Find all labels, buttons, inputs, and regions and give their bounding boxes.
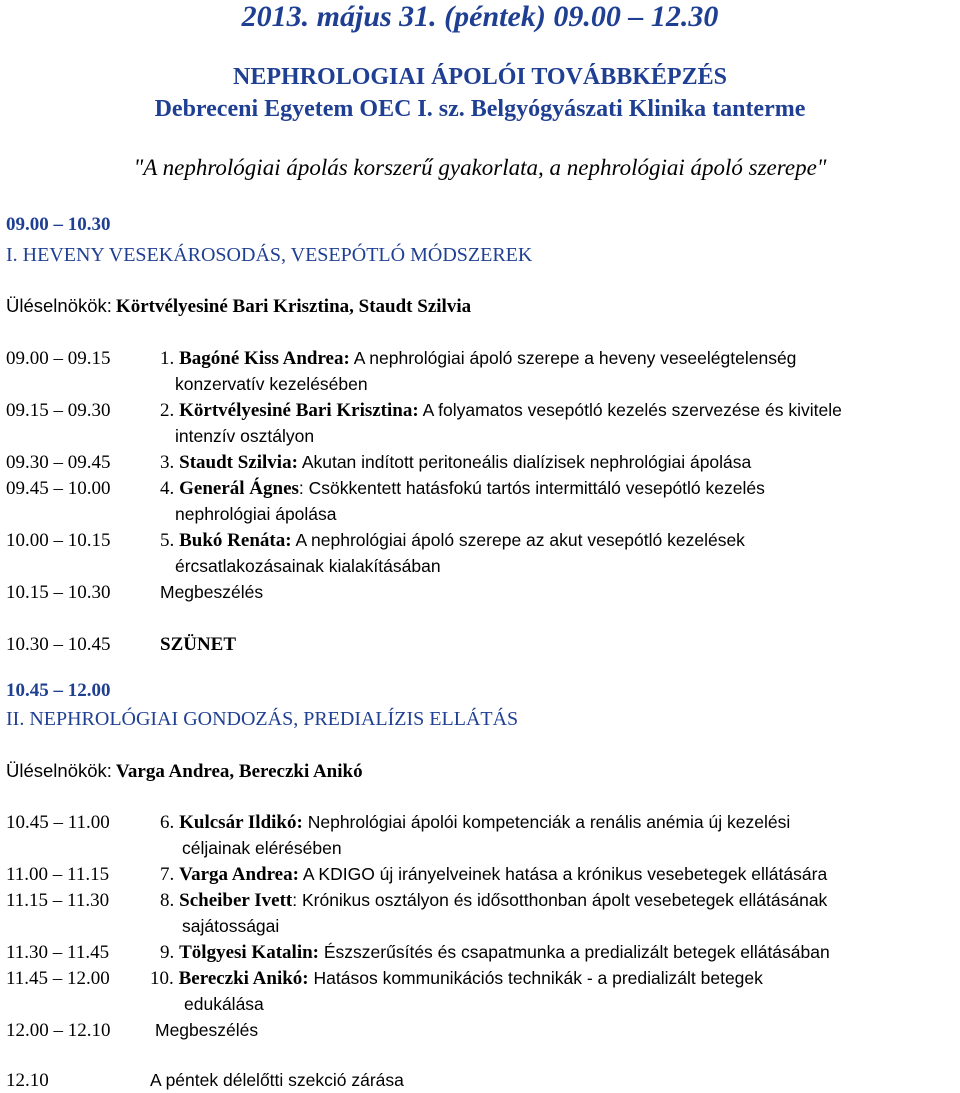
item10-time: 11.45 – 12.00 [6, 968, 110, 989]
speaker-name: Bagóné Kiss Andrea: [179, 348, 350, 369]
discussion2-time: 12.00 – 12.10 [6, 1020, 111, 1041]
chairs-names: Varga Andrea, Bereczki Anikó [115, 761, 363, 782]
speaker-name: Scheiber Ivett [179, 890, 293, 911]
discussion2-label: Megbeszélés [155, 1020, 259, 1040]
discussion1-time: 10.15 – 10.30 [6, 582, 111, 603]
item1 [160, 348, 796, 370]
item4-cont: nephrológiai ápolása [175, 504, 337, 524]
closing-label: A péntek délelőtti szekció zárása [150, 1070, 404, 1090]
item-number: 6. [160, 812, 175, 833]
talk-title: A folyamatos vesepótló kezelés szervezése és kivitele [422, 400, 842, 420]
item8-cont: sajátosságai [182, 916, 280, 936]
break-label: SZÜNET [160, 634, 237, 655]
speaker-name: Bukó Renáta: [179, 530, 292, 551]
talk-title: A nephrológiai ápoló szerepe a heveny veseelégtelenség [353, 348, 797, 368]
item8 [160, 890, 827, 912]
talk-title: Észszerűsítés és csapatmunka a predializált betegek ellátásában [323, 942, 830, 962]
item2-cont: intenzív osztályon [175, 426, 315, 446]
session1-time: 09.00 – 10.30 [6, 214, 111, 235]
closing-time: 12.10 [6, 1070, 49, 1091]
item-number: 2. [160, 400, 175, 421]
item9 [160, 942, 830, 964]
item5-time: 10.00 – 10.15 [6, 530, 111, 551]
chairs-label: Üléselnökök: [6, 760, 112, 781]
item10 [150, 968, 763, 990]
date-heading: 2013. május 31. (péntek) 09.00 – 12.30 [241, 0, 719, 33]
talk-title: A KDIGO új irányelveinek hatása a krónikus vesebetegek ellátására [302, 864, 828, 884]
item1-cont: konzervatív kezelésében [175, 374, 368, 394]
item-number: 9. [160, 942, 175, 963]
talk-title: Nephrológiai ápolói kompetenciák a renális anémia új kezelési [307, 812, 791, 832]
item9-time: 11.30 – 11.45 [6, 942, 110, 963]
talk-title: : Csökkentett hatásfokú tartós intermittáló vesepótló kezelés [298, 478, 765, 498]
item7 [160, 864, 827, 886]
session2-time: 10.45 – 12.00 [6, 680, 111, 701]
talk-title: A nephrológiai ápoló szerepe az akut vesepótló kezelések [295, 530, 745, 550]
talk-title: Akutan indított peritoneális dialízisek nephrológiai ápolása [301, 452, 752, 472]
session1-title: I. HEVENY VESEKÁROSODÁS, VESEPÓTLÓ MÓDSZEREK [6, 244, 533, 266]
speaker-name: Kulcsár Ildikó: [179, 812, 303, 833]
item2-time: 09.15 – 09.30 [6, 400, 111, 421]
session2-title: II. NEPHROLÓGIAI GONDOZÁS, PREDIALÍZIS ELLÁTÁS [6, 708, 519, 730]
speaker-name: Bereczki Anikó: [178, 968, 309, 989]
item3 [160, 452, 751, 474]
speaker-name: Staudt Szilvia: [179, 452, 298, 473]
event-title: NEPHROLOGIAI ÁPOLÓI TOVÁBBKÉPZÉS [233, 64, 727, 90]
item4 [160, 478, 765, 500]
break-time: 10.30 – 10.45 [6, 634, 111, 655]
session1-chairs [6, 295, 471, 318]
item-number: 4. [160, 478, 175, 499]
item5-cont: ércsatlakozásainak kialakításában [175, 556, 441, 576]
speaker-name: Varga Andrea: [179, 864, 299, 885]
item8-time: 11.15 – 11.30 [6, 890, 110, 911]
item6 [160, 812, 790, 834]
event-location: Debreceni Egyetem OEC I. sz. Belgyógyászati Klinika tanterme [154, 96, 806, 122]
event-motto: "A nephrológiai ápolás korszerű gyakorlata, a nephrológiai ápoló szerepe" [133, 155, 827, 180]
item7-time: 11.00 – 11.15 [6, 864, 110, 885]
chairs-label: Üléselnökök: [6, 295, 112, 316]
item-number: 5. [160, 530, 175, 551]
item-number: 1. [160, 348, 175, 369]
speaker-name: Körtvélyesiné Bari Krisztina: [179, 400, 419, 421]
item5 [160, 530, 745, 552]
item2 [160, 400, 842, 422]
session2-chairs [6, 760, 363, 783]
item3-time: 09.30 – 09.45 [6, 452, 111, 473]
item-number: 3. [160, 452, 175, 473]
item10-cont: edukálása [184, 994, 264, 1014]
speaker-name: Tölgyesi Katalin: [179, 942, 319, 963]
item4-time: 09.45 – 10.00 [6, 478, 111, 499]
speaker-name: Generál Ágnes [179, 478, 299, 499]
item-number: 10. [150, 968, 174, 989]
item6-time: 10.45 – 11.00 [6, 812, 110, 833]
item-number: 8. [160, 890, 175, 911]
discussion1-label: Megbeszélés [160, 582, 264, 602]
chairs-names: Körtvélyesiné Bari Krisztina, Staudt Szilvia [115, 296, 472, 317]
item1-time: 09.00 – 09.15 [6, 348, 111, 369]
talk-title: : Krónikus osztályon és idősotthonban ápolt vesebetegek ellátásának [292, 890, 828, 910]
talk-title: Hatásos kommunikációs technikák - a predializált betegek [313, 968, 763, 988]
item-number: 7. [160, 864, 175, 885]
item6-cont: céljainak elérésében [182, 838, 342, 858]
